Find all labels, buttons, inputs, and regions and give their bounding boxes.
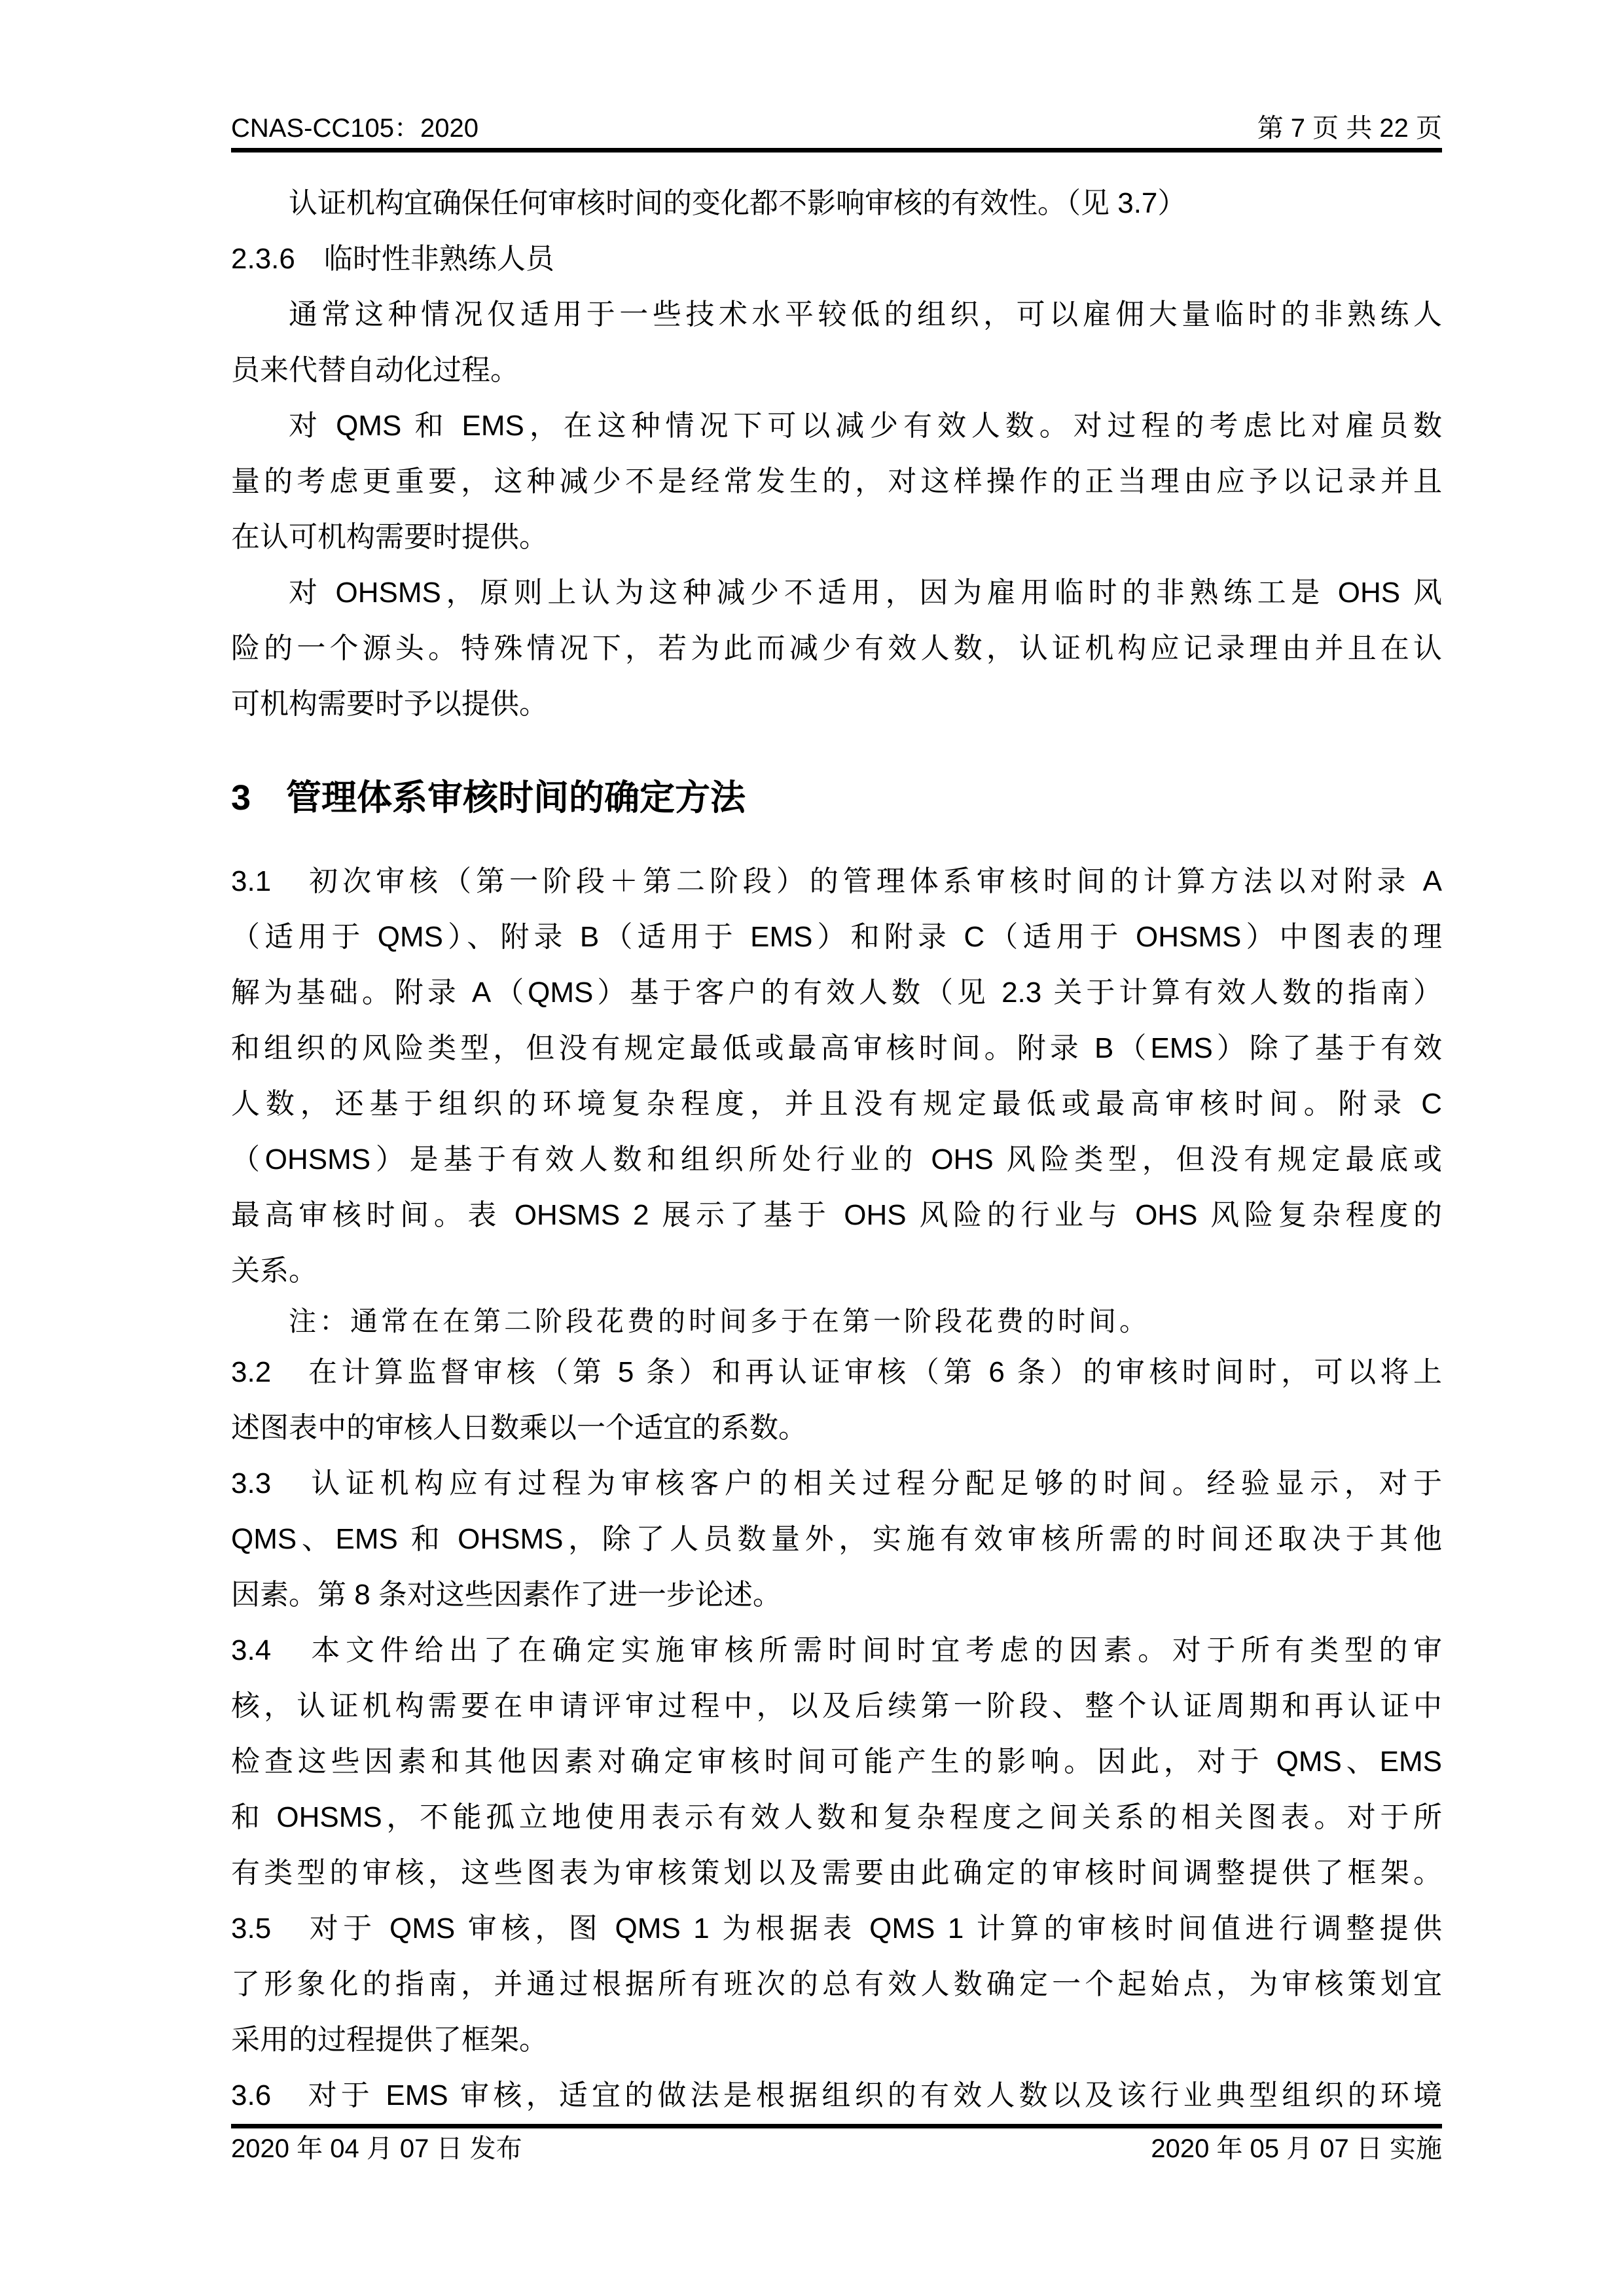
text-line: 了形象化的指南，并通过根据所有班次的总有效人数确定一个起始点，为审核策划宜: [231, 1968, 1442, 2000]
text-line: 险的一个源头。特殊情况下，若为此而减少有效人数，认证机构应记录理由并且在认: [231, 632, 1442, 664]
text-line: 关系。: [231, 1255, 317, 1287]
text-line: 3.4 本文件给出了在确定实施审核所需时间时宜考虑的因素。对于所有类型的审: [231, 1634, 1442, 1666]
footer-rule: [231, 2124, 1442, 2128]
page-header: [231, 111, 1442, 145]
text-line: 3.5 对于 QMS 审核，图 QMS 1 为根据表 QMS 1 计算的审核时间值进行调整提供: [231, 1912, 1442, 1945]
text-line: 认证机构宜确保任何审核时间的变化都不影响审核的有效性。（见 3.7）: [289, 187, 1187, 219]
text-line: 有类型的审核，这些图表为审核策划以及需要由此确定的审核时间调整提供了框架。: [231, 1857, 1442, 1889]
text-line: 对 OHSMS，原则上认为这种减少不适用，因为雇用临时的非熟练工是 OHS 风: [289, 577, 1442, 609]
text-line: 3.3 认证机构应有过程为审核客户的相关过程分配足够的时间。经验显示，对于: [231, 1467, 1442, 1499]
text-line: 述图表中的审核人日数乘以一个适宜的系数。: [231, 1412, 807, 1444]
text-line: 量的考虑更重要，这种减少不是经常发生的，对这样操作的正当理由应予以记录并且: [231, 465, 1442, 497]
page-footer: [231, 2128, 1442, 2169]
text-line: 人数，还基于组织的环境复杂程度，并且没有规定最低或最高审核时间。附录 C: [231, 1088, 1442, 1120]
text-line: 和 OHSMS，不能孤立地使用表示有效人数和复杂程度之间关系的相关图表。对于所: [231, 1801, 1442, 1833]
text-line: （适用于 QMS）、附录 B（适用于 EMS）和附录 C（适用于 OHSMS）中图表的理: [231, 921, 1442, 953]
text-line: 可机构需要时予以提供。: [231, 688, 548, 720]
implement-date: 2020 年 05 月 07 日 实施: [1151, 2134, 1442, 2163]
text-line: 在认可机构需要时提供。: [231, 521, 548, 553]
text-line: 3.2 在计算监督审核（第 5 条）和再认证审核（第 6 条）的审核时间时，可以将上: [231, 1356, 1442, 1388]
text-line: QMS、EMS 和 OHSMS，除了人员数量外，实施有效审核所需的时间还取决于其他: [231, 1523, 1442, 1555]
document-code: CNAS-CC105：2020: [231, 114, 478, 143]
note-line: 注：通常在在第二阶段花费的时间多于在第一阶段花费的时间。: [289, 1306, 1151, 1336]
text-line: 采用的过程提供了框架。: [231, 2024, 548, 2056]
text-line: 对 QMS 和 EMS，在这种情况下可以减少有效人数。对过程的考虑比对雇员数: [289, 410, 1442, 442]
text-line: 3.6 对于 EMS 审核，适宜的做法是根据组织的有效人数以及该行业典型组织的环境: [231, 2079, 1442, 2111]
text-line: 通常这种情况仅适用于一些技术水平较低的组织，可以雇佣大量临时的非熟练人: [289, 298, 1442, 331]
section-heading: 3 管理体系审核时间的确定方法: [231, 778, 746, 817]
text-line: 最高审核时间。表 OHSMS 2 展示了基于 OHS 风险的行业与 OHS 风险复杂程度的: [231, 1199, 1442, 1231]
page-number-info: 第 7 页 共 22 页: [1257, 114, 1442, 143]
text-line: （OHSMS）是基于有效人数和组织所处行业的 OHS 风险类型，但没有规定最底或: [231, 1143, 1442, 1175]
text-line: 3.1 初次审核（第一阶段＋第二阶段）的管理体系审核时间的计算方法以对附录 A: [231, 865, 1442, 897]
text-line: 核，认证机构需要在申请评审过程中，以及后续第一阶段、整个认证周期和再认证中: [231, 1690, 1442, 1722]
text-line: 解为基础。附录 A（QMS）基于客户的有效人数（见 2.3 关于计算有效人数的指南）: [231, 977, 1442, 1009]
release-date: 2020 年 04 月 07 日 发布: [231, 2134, 522, 2163]
text-line: 和组织的风险类型，但没有规定最低或最高审核时间。附录 B（EMS）除了基于有效: [231, 1032, 1442, 1064]
text-line: 2.3.6 临时性非熟练人员: [231, 243, 554, 275]
document-body: [231, 175, 1442, 2123]
text-line: 因素。第 8 条对这些因素作了进一步论述。: [231, 1579, 782, 1611]
text-line: 员来代替自动化过程。: [231, 354, 519, 386]
text-line: 检查这些因素和其他因素对确定审核时间可能产生的影响。因此，对于 QMS、EMS: [231, 1746, 1442, 1778]
header-rule: [231, 148, 1442, 152]
